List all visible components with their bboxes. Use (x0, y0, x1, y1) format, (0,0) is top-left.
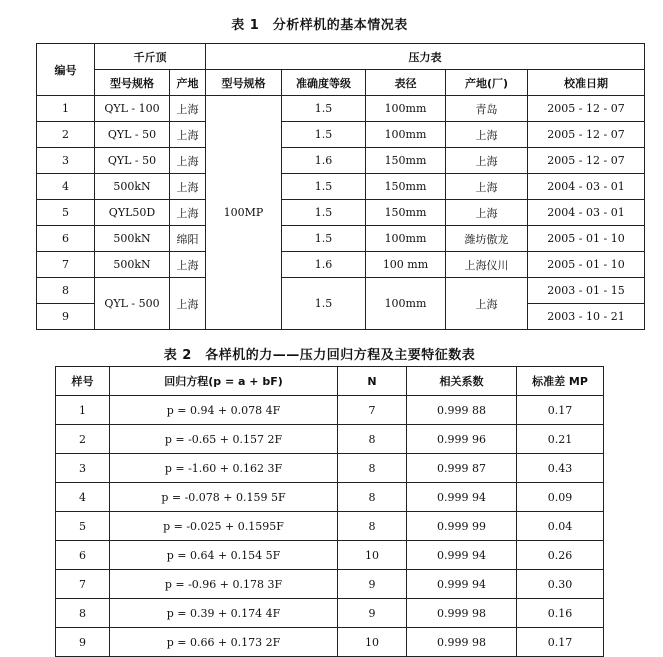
cell-accuracy: 1.5 (282, 226, 366, 252)
cell-equation: p = 0.94 + 0.078 4F (110, 396, 338, 425)
table-row (56, 570, 604, 599)
regression-table (55, 366, 604, 657)
cell-n: 10 (338, 541, 407, 570)
cell-no: 9 (56, 628, 110, 657)
cell-cal-date: 2003 - 01 - 15 (528, 278, 645, 304)
cell-corr: 0.999 98 (407, 628, 517, 657)
cell-equation: p = -0.078 + 0.159 5F (110, 483, 338, 512)
cell-std: 0.26 (517, 541, 604, 570)
header-sample-no: 样号 (56, 367, 110, 396)
cell-jack-origin: 绵阳 (170, 226, 206, 252)
cell-no: 6 (37, 226, 95, 252)
cell-cal-date: 2005 - 12 - 07 (528, 148, 645, 174)
cell-no: 2 (37, 122, 95, 148)
cell-equation: p = -0.65 + 0.157 2F (110, 425, 338, 454)
cell-no: 1 (56, 396, 110, 425)
cell-cal-date: 2005 - 12 - 07 (528, 96, 645, 122)
header-gauge-model: 型号规格 (206, 70, 282, 96)
cell-corr: 0.999 94 (407, 570, 517, 599)
cell-cal-date: 2003 - 10 - 21 (528, 304, 645, 330)
cell-corr: 0.999 94 (407, 483, 517, 512)
cell-gauge-origin-merged: 上海 (446, 278, 528, 330)
cell-cal-date: 2005 - 01 - 10 (528, 226, 645, 252)
cell-jack-model-merged: QYL - 500 (95, 278, 170, 330)
table-row (37, 122, 645, 148)
table-row (37, 96, 645, 122)
cell-no: 4 (56, 483, 110, 512)
table-row (37, 148, 645, 174)
cell-diameter: 100mm (366, 226, 446, 252)
cell-std: 0.09 (517, 483, 604, 512)
cell-gauge-origin: 上海 (446, 122, 528, 148)
cell-diameter: 150mm (366, 200, 446, 226)
cell-accuracy-merged: 1.5 (282, 278, 366, 330)
cell-no: 8 (56, 599, 110, 628)
cell-accuracy: 1.5 (282, 174, 366, 200)
cell-no: 3 (37, 148, 95, 174)
cell-no: 7 (37, 252, 95, 278)
cell-no: 2 (56, 425, 110, 454)
header-gauge-group: 压力表 (206, 44, 645, 70)
table-row (56, 628, 604, 657)
table2-caption: 表 2 各样机的力——压力回归方程及主要特征数表 (163, 348, 476, 363)
cell-n: 8 (338, 512, 407, 541)
cell-corr: 0.999 98 (407, 599, 517, 628)
cell-jack-model: 500kN (95, 226, 170, 252)
header-diameter: 表径 (366, 70, 446, 96)
cell-std: 0.17 (517, 396, 604, 425)
cell-equation: p = 0.64 + 0.154 5F (110, 541, 338, 570)
cell-n: 9 (338, 599, 407, 628)
header-corr: 相关系数 (407, 367, 517, 396)
cell-corr: 0.999 99 (407, 512, 517, 541)
cell-cal-date: 2005 - 01 - 10 (528, 252, 645, 278)
cell-jack-model: 500kN (95, 252, 170, 278)
cell-jack-model: QYL50D (95, 200, 170, 226)
cell-gauge-origin: 潍坊傲龙 (446, 226, 528, 252)
cell-std: 0.16 (517, 599, 604, 628)
cell-corr: 0.999 87 (407, 454, 517, 483)
table-row (56, 512, 604, 541)
cell-gauge-origin: 青岛 (446, 96, 528, 122)
cell-gauge-origin: 上海 (446, 200, 528, 226)
cell-accuracy: 1.5 (282, 122, 366, 148)
cell-accuracy: 1.5 (282, 96, 366, 122)
cell-diameter: 150mm (366, 174, 446, 200)
cell-gauge-model-merged: 100MP (206, 96, 282, 330)
table-row (56, 396, 604, 425)
cell-no: 9 (37, 304, 95, 330)
cell-std: 0.30 (517, 570, 604, 599)
table1-caption: 表 1 分析样机的基本情况表 (231, 18, 408, 33)
cell-jack-origin-merged: 上海 (170, 278, 206, 330)
cell-no: 3 (56, 454, 110, 483)
cell-equation: p = -0.96 + 0.178 3F (110, 570, 338, 599)
cell-jack-origin: 上海 (170, 200, 206, 226)
cell-equation: p = -0.025 + 0.1595F (110, 512, 338, 541)
header-std: 标准差 MP (517, 367, 604, 396)
table-row (56, 541, 604, 570)
cell-std: 0.04 (517, 512, 604, 541)
cell-std: 0.21 (517, 425, 604, 454)
cell-accuracy: 1.6 (282, 252, 366, 278)
header-jack-group: 千斤顶 (95, 44, 206, 70)
cell-jack-origin: 上海 (170, 174, 206, 200)
header-gauge-origin: 产地(厂) (446, 70, 528, 96)
cell-n: 9 (338, 570, 407, 599)
header-jack-origin: 产地 (170, 70, 206, 96)
cell-n: 7 (338, 396, 407, 425)
cell-gauge-origin: 上海 (446, 148, 528, 174)
cell-jack-origin: 上海 (170, 96, 206, 122)
cell-n: 10 (338, 628, 407, 657)
table-row (37, 226, 645, 252)
cell-diameter: 100mm (366, 122, 446, 148)
table-row (37, 252, 645, 278)
header-n: N (338, 367, 407, 396)
header-equation: 回归方程(p = a + bF) (110, 367, 338, 396)
cell-cal-date: 2004 - 03 - 01 (528, 200, 645, 226)
cell-n: 8 (338, 454, 407, 483)
cell-equation: p = 0.66 + 0.173 2F (110, 628, 338, 657)
cell-gauge-origin: 上海仪川 (446, 252, 528, 278)
cell-accuracy: 1.5 (282, 200, 366, 226)
cell-gauge-origin: 上海 (446, 174, 528, 200)
cell-no: 4 (37, 174, 95, 200)
cell-diameter: 100mm (366, 96, 446, 122)
cell-n: 8 (338, 483, 407, 512)
header-no: 编号 (37, 44, 95, 96)
header-accuracy: 准确度等级 (282, 70, 366, 96)
cell-cal-date: 2005 - 12 - 07 (528, 122, 645, 148)
cell-diameter-merged: 100mm (366, 278, 446, 330)
cell-std: 0.17 (517, 628, 604, 657)
table-row (56, 599, 604, 628)
cell-diameter: 150mm (366, 148, 446, 174)
cell-jack-origin: 上海 (170, 122, 206, 148)
cell-accuracy: 1.6 (282, 148, 366, 174)
header-jack-model: 型号规格 (95, 70, 170, 96)
cell-corr: 0.999 94 (407, 541, 517, 570)
header-cal-date: 校准日期 (528, 70, 645, 96)
cell-no: 5 (56, 512, 110, 541)
cell-no: 8 (37, 278, 95, 304)
cell-n: 8 (338, 425, 407, 454)
cell-diameter: 100 mm (366, 252, 446, 278)
cell-std: 0.43 (517, 454, 604, 483)
cell-jack-origin: 上海 (170, 148, 206, 174)
sample-info-table (36, 43, 645, 330)
table-row (56, 454, 604, 483)
cell-no: 1 (37, 96, 95, 122)
cell-jack-model: 500kN (95, 174, 170, 200)
cell-jack-origin: 上海 (170, 252, 206, 278)
table-row (37, 200, 645, 226)
cell-corr: 0.999 88 (407, 396, 517, 425)
cell-jack-model: QYL - 50 (95, 148, 170, 174)
cell-no: 5 (37, 200, 95, 226)
cell-cal-date: 2004 - 03 - 01 (528, 174, 645, 200)
cell-jack-model: QYL - 50 (95, 122, 170, 148)
table-row (56, 483, 604, 512)
cell-no: 6 (56, 541, 110, 570)
table-row (56, 425, 604, 454)
cell-jack-model: QYL - 100 (95, 96, 170, 122)
cell-equation: p = 0.39 + 0.174 4F (110, 599, 338, 628)
table-row (37, 174, 645, 200)
table-row (37, 278, 645, 304)
cell-no: 7 (56, 570, 110, 599)
cell-equation: p = -1.60 + 0.162 3F (110, 454, 338, 483)
cell-corr: 0.999 96 (407, 425, 517, 454)
